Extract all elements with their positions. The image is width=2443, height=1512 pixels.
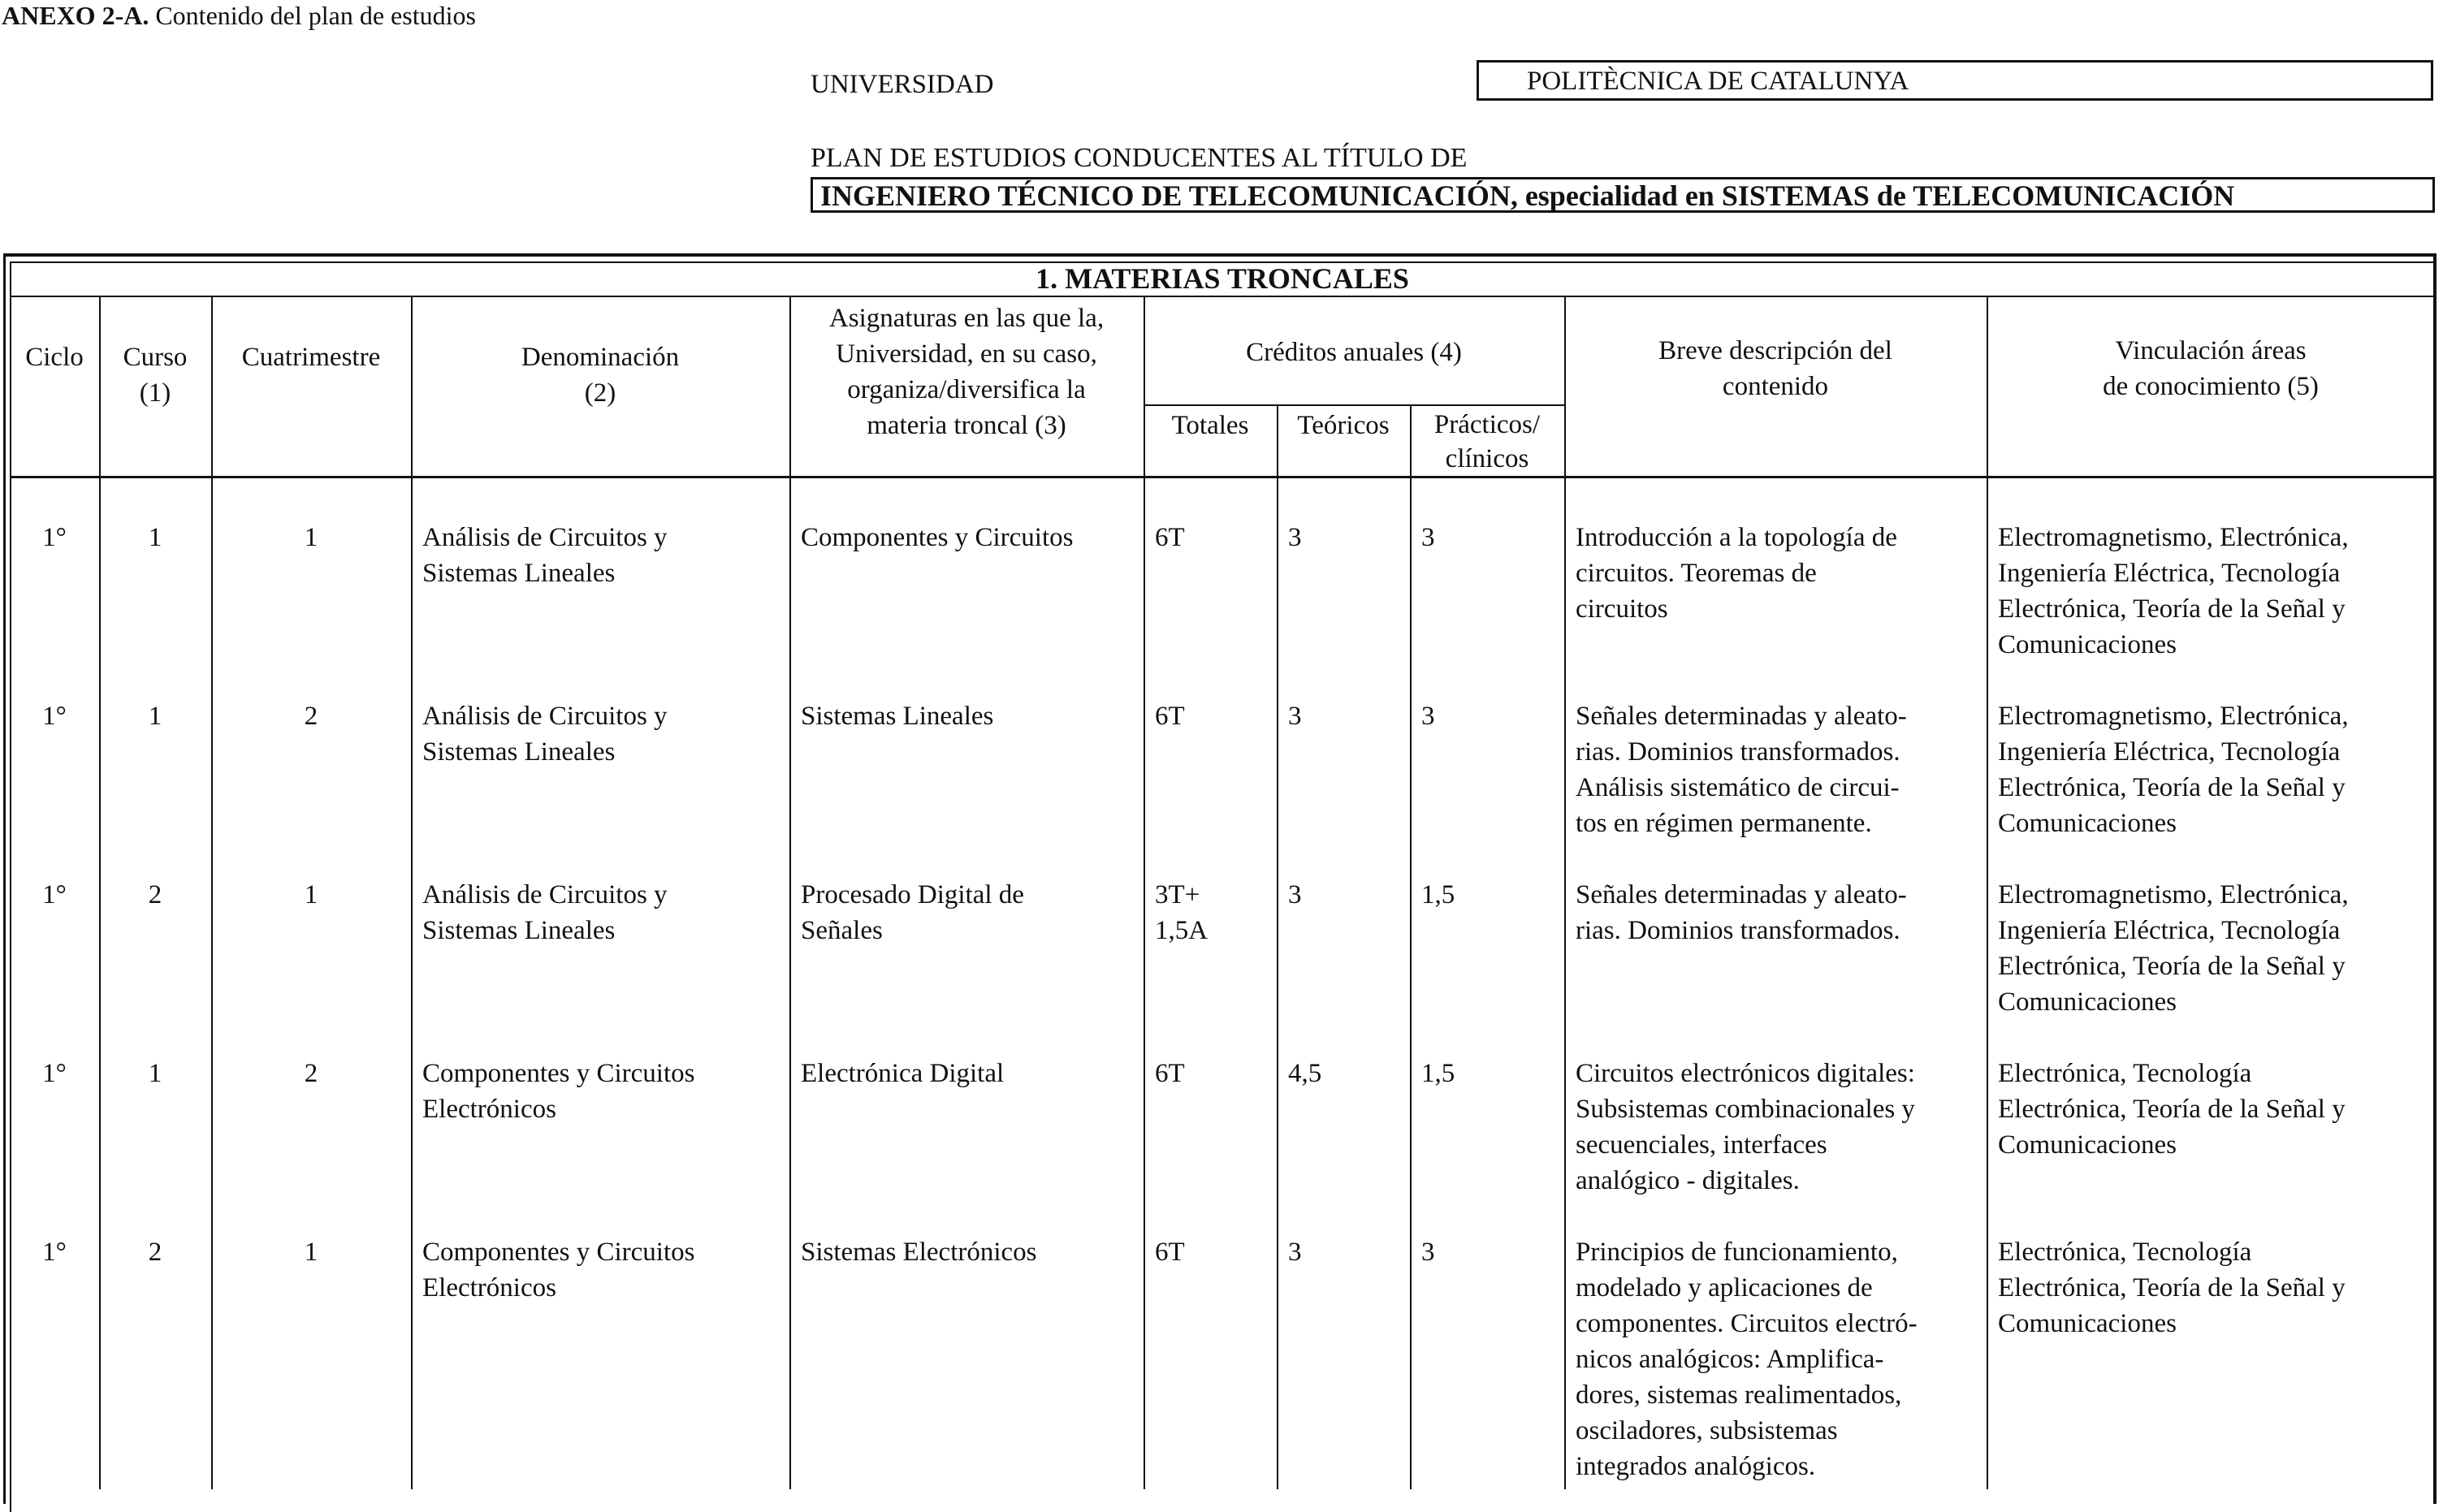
- cell-line: 3: [1421, 1238, 1435, 1267]
- cell-curso: [99, 698, 211, 734]
- cell-line: Sistemas Lineales: [801, 702, 994, 731]
- cell-totales: [1155, 1234, 1273, 1270]
- cell-line: Electrónica, Teoría de la Señal y: [1998, 594, 2346, 624]
- cell-line: 1°: [42, 1238, 67, 1267]
- cell-line: Comunicaciones: [1998, 1130, 2177, 1160]
- section-title: 1. MATERIAS TRONCALES: [1036, 262, 1409, 295]
- cell-denominacion: [422, 698, 780, 770]
- cell-line: 1°: [42, 523, 67, 552]
- cell-line: 1°: [42, 880, 67, 909]
- col-header-descripcion: [1564, 333, 1987, 404]
- cell-denominacion: [422, 1056, 780, 1127]
- cell-line: Sistemas Electrónicos: [801, 1238, 1037, 1267]
- cell-line: 6T: [1155, 1238, 1185, 1267]
- cell-line: 1,5A: [1155, 916, 1209, 945]
- cell-line: Circuitos electrónicos digitales:: [1576, 1059, 1915, 1088]
- cell-line: Componentes y Circuitos: [801, 523, 1074, 552]
- cell-line: Ingeniería Eléctrica, Tecnología: [1998, 559, 2341, 588]
- cell-cuatrimestre: [211, 698, 411, 734]
- cell-line: 6T: [1155, 523, 1185, 552]
- col-header-line: Prácticos/: [1433, 410, 1541, 439]
- cell-cuatrimestre: [211, 520, 411, 555]
- plan-label: PLAN DE ESTUDIOS CONDUCENTES AL TÍTULO DE: [811, 143, 1468, 173]
- col-header-line: (1): [139, 378, 171, 408]
- cell-descripcion: [1576, 1234, 1982, 1484]
- col-header-ciclo: Ciclo: [25, 343, 84, 372]
- cell-denominacion: [422, 1234, 780, 1306]
- cell-descripcion: [1576, 520, 1982, 627]
- cell-line: integrados analógicos.: [1576, 1452, 1816, 1481]
- cell-line: rias. Dominios transformados.: [1576, 916, 1900, 945]
- cell-line: analógico - digitales.: [1576, 1166, 1800, 1195]
- col-divider: [1564, 296, 1566, 1489]
- cell-line: Comunicaciones: [1998, 987, 2177, 1017]
- cell-line: nicos analógicos: Amplifica-: [1576, 1345, 1884, 1374]
- credits-subheader-rule: [1144, 404, 1564, 406]
- cell-line: secuenciales, interfaces: [1576, 1130, 1827, 1160]
- col-header-creditos: Créditos anuales (4): [1246, 338, 1462, 367]
- col-header-teoricos: Teóricos: [1297, 411, 1390, 440]
- cell-line: Electrónica, Teoría de la Señal y: [1998, 773, 2346, 802]
- header-top-rule: [10, 296, 2435, 297]
- col-header-line: (2): [584, 378, 616, 408]
- cell-teoricos: [1288, 1234, 1407, 1270]
- cell-vinculacion: [1998, 877, 2433, 1020]
- cell-line: 1°: [42, 702, 67, 731]
- cell-asignatura: [801, 1234, 1139, 1270]
- degree-title: INGENIERO TÉCNICO DE TELECOMUNICACIÓN, especialidad en SISTEMAS de TELECOMUNICACIÓN: [820, 179, 2235, 212]
- cell-line: 6T: [1155, 1059, 1185, 1088]
- cell-ciclo: [10, 520, 99, 555]
- cell-teoricos: [1288, 1056, 1407, 1091]
- cell-teoricos: [1288, 698, 1407, 734]
- cell-line: circuitos. Teoremas de: [1576, 559, 1817, 588]
- cell-line: 1: [304, 1238, 318, 1267]
- cell-line: 3: [1288, 523, 1302, 552]
- cell-asignatura: [801, 1056, 1139, 1091]
- col-header-practicos: [1410, 408, 1564, 476]
- col-header-vinculacion: [1987, 333, 2435, 404]
- cell-line: Análisis sistemático de circui-: [1576, 773, 1900, 802]
- col-header-line: Curso: [123, 343, 188, 372]
- cell-line: 2: [304, 702, 318, 731]
- cell-vinculacion: [1998, 1234, 2433, 1341]
- cell-line: 3: [1288, 880, 1302, 909]
- cell-line: 4,5: [1288, 1059, 1322, 1088]
- col-header-line: de conocimiento (5): [2103, 372, 2319, 401]
- cell-line: Señales determinadas y aleato-: [1576, 880, 1907, 909]
- col-header-totales: Totales: [1171, 411, 1249, 440]
- cell-line: Electrónica Digital: [801, 1059, 1005, 1088]
- cell-practicos: [1421, 698, 1559, 734]
- cell-line: Electrónica, Teoría de la Señal y: [1998, 1095, 2346, 1124]
- col-divider: [1277, 404, 1278, 1489]
- cell-line: 1,5: [1421, 1059, 1455, 1088]
- cell-totales: [1155, 698, 1273, 734]
- cell-line: 6T: [1155, 702, 1185, 731]
- cell-curso: [99, 1056, 211, 1091]
- cell-line: 1°: [42, 1059, 67, 1088]
- cell-line: Componentes y Circuitos: [422, 1238, 695, 1267]
- cell-line: 1: [304, 523, 318, 552]
- cell-line: 3: [1288, 702, 1302, 731]
- university-label: UNIVERSIDAD: [811, 70, 994, 99]
- annex-heading: [2, 0, 476, 31]
- cell-asignatura: [801, 698, 1139, 734]
- cell-ciclo: [10, 877, 99, 913]
- cell-line: Ingeniería Eléctrica, Tecnología: [1998, 737, 2341, 767]
- cell-line: Electrónica, Tecnología: [1998, 1238, 2252, 1267]
- cell-line: Procesado Digital de: [801, 880, 1024, 909]
- cell-line: Componentes y Circuitos: [422, 1059, 695, 1088]
- cell-line: 1: [148, 702, 162, 731]
- cell-descripcion: [1576, 698, 1982, 841]
- cell-line: Subsistemas combinacionales y: [1576, 1095, 1915, 1124]
- col-header-line: Denominación: [521, 343, 680, 372]
- cell-line: componentes. Circuitos electró-: [1576, 1309, 1918, 1338]
- col-divider: [1410, 404, 1412, 1489]
- cell-vinculacion: [1998, 1056, 2433, 1163]
- cell-line: Electrónica, Tecnología: [1998, 1059, 2252, 1088]
- cell-line: 3: [1421, 523, 1435, 552]
- cell-line: Sistemas Lineales: [422, 737, 616, 767]
- cell-cuatrimestre: [211, 1234, 411, 1270]
- cell-line: Ingeniería Eléctrica, Tecnología: [1998, 916, 2341, 945]
- annex-subtitle: Contenido del plan de estudios: [149, 1, 476, 30]
- col-header-line: Asignaturas en las que la,: [828, 304, 1105, 333]
- cell-totales: [1155, 1056, 1273, 1091]
- col-divider: [789, 296, 791, 1489]
- cell-line: osciladores, subsistemas: [1576, 1416, 1838, 1445]
- university-value: POLITÈCNICA DE CATALUNYA: [1527, 67, 1909, 96]
- col-header-asignaturas: [789, 300, 1144, 443]
- cell-line: Señales: [801, 916, 883, 945]
- cell-line: 1,5: [1421, 880, 1455, 909]
- cell-line: Señales determinadas y aleato-: [1576, 702, 1907, 731]
- cell-line: Electrónica, Teoría de la Señal y: [1998, 952, 2346, 981]
- cell-line: Sistemas Lineales: [422, 916, 616, 945]
- cell-line: dores, sistemas realimentados,: [1576, 1380, 1902, 1410]
- col-header-line: clínicos: [1445, 444, 1529, 473]
- cell-line: Electrónica, Teoría de la Señal y: [1998, 1273, 2346, 1302]
- cell-line: 1: [304, 880, 318, 909]
- col-header-curso: [99, 339, 211, 411]
- cell-line: modelado y aplicaciones de: [1576, 1273, 1873, 1302]
- col-header-line: contenido: [1722, 372, 1829, 401]
- col-header-line: organiza/diversifica la: [847, 375, 1086, 404]
- cell-line: 3T+: [1155, 880, 1200, 909]
- cell-curso: [99, 877, 211, 913]
- cell-ciclo: [10, 1056, 99, 1091]
- cell-line: 3: [1421, 702, 1435, 731]
- cell-practicos: [1421, 877, 1559, 913]
- cell-line: Electromagnetismo, Electrónica,: [1998, 880, 2349, 909]
- cell-line: Análisis de Circuitos y: [422, 702, 668, 731]
- cell-line: 2: [304, 1059, 318, 1088]
- cell-line: circuitos: [1576, 594, 1668, 624]
- cell-vinculacion: [1998, 698, 2433, 841]
- cell-line: 1: [148, 523, 162, 552]
- cell-line: Comunicaciones: [1998, 809, 2177, 838]
- cell-line: 1: [148, 1059, 162, 1088]
- cell-line: Comunicaciones: [1998, 1309, 2177, 1338]
- cell-line: Sistemas Lineales: [422, 559, 616, 588]
- cell-line: Análisis de Circuitos y: [422, 523, 668, 552]
- cell-totales: [1155, 877, 1273, 948]
- cell-practicos: [1421, 1234, 1559, 1270]
- cell-teoricos: [1288, 520, 1407, 555]
- col-header-denominacion: [411, 339, 789, 411]
- cell-ciclo: [10, 1234, 99, 1270]
- cell-line: 3: [1288, 1238, 1302, 1267]
- col-header-line: materia troncal (3): [867, 411, 1066, 440]
- cell-asignatura: [801, 520, 1139, 555]
- header-bottom-rule: [10, 476, 2435, 478]
- cell-ciclo: [10, 698, 99, 734]
- cell-descripcion: [1576, 1056, 1982, 1199]
- cell-line: tos en régimen permanente.: [1576, 809, 1872, 838]
- cell-line: 2: [148, 880, 162, 909]
- cell-line: Electrónicos: [422, 1095, 556, 1124]
- col-header-line: Breve descripción del: [1658, 336, 1892, 365]
- col-header-line: Vinculación áreas: [2115, 336, 2307, 365]
- cell-line: Electromagnetismo, Electrónica,: [1998, 523, 2349, 552]
- cell-cuatrimestre: [211, 1056, 411, 1091]
- cell-curso: [99, 1234, 211, 1270]
- cell-asignatura: [801, 877, 1139, 948]
- cell-descripcion: [1576, 877, 1982, 948]
- col-divider: [411, 296, 413, 1489]
- col-header-cuatrimestre: Cuatrimestre: [241, 343, 381, 372]
- cell-line: Electromagnetismo, Electrónica,: [1998, 702, 2349, 731]
- col-header-line: Universidad, en su caso,: [836, 339, 1097, 369]
- cell-cuatrimestre: [211, 877, 411, 913]
- cell-line: rias. Dominios transformados.: [1576, 737, 1900, 767]
- cell-practicos: [1421, 1056, 1559, 1091]
- cell-practicos: [1421, 520, 1559, 555]
- cell-line: Electrónicos: [422, 1273, 556, 1302]
- cell-denominacion: [422, 877, 780, 948]
- cell-totales: [1155, 520, 1273, 555]
- annex-label: ANEXO 2-A.: [2, 1, 149, 30]
- cell-line: Principios de funcionamiento,: [1576, 1238, 1898, 1267]
- col-divider: [1144, 296, 1145, 1489]
- cell-denominacion: [422, 520, 780, 591]
- cell-line: 2: [148, 1238, 162, 1267]
- col-divider: [1987, 296, 1988, 1489]
- cell-teoricos: [1288, 877, 1407, 913]
- cell-curso: [99, 520, 211, 555]
- cell-line: Análisis de Circuitos y: [422, 880, 668, 909]
- cell-line: Comunicaciones: [1998, 630, 2177, 659]
- cell-line: Introducción a la topología de: [1576, 523, 1897, 552]
- cell-vinculacion: [1998, 520, 2433, 663]
